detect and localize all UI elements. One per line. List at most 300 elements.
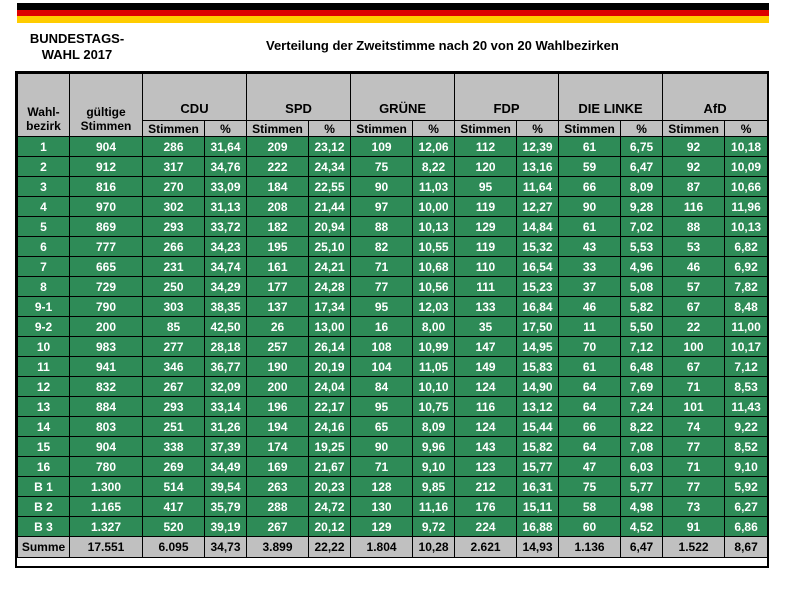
cell-gueltige: 884 <box>70 397 143 417</box>
cell-fdp-stimmen: 129 <box>455 217 517 237</box>
cell-linke-stimmen: 64 <box>559 377 621 397</box>
cell-cdu-stimmen: 317 <box>143 157 205 177</box>
table-row <box>18 217 768 237</box>
cell-gruene-pct: 11,03 <box>413 177 455 197</box>
cell-linke-pct: 5,77 <box>621 477 663 497</box>
cell-fdp-pct: 15,23 <box>517 277 559 297</box>
cell-spd-pct: 20,12 <box>309 517 351 537</box>
cell-afd-pct: 9,10 <box>725 457 768 477</box>
cell-afd-stimmen: 101 <box>663 397 725 417</box>
cell-gueltige: 912 <box>70 157 143 177</box>
cell-fdp-stimmen: 123 <box>455 457 517 477</box>
cell-linke-stimmen: 58 <box>559 497 621 517</box>
flag-stripe-gold <box>17 16 769 23</box>
cell-linke-stimmen: 43 <box>559 237 621 257</box>
cell-gruene-stimmen: 90 <box>351 177 413 197</box>
cell-spd-stimmen: 200 <box>247 377 309 397</box>
cell-gruene-stimmen: 65 <box>351 417 413 437</box>
summe-fdp-pct: 14,93 <box>517 537 559 558</box>
cell-gueltige: 904 <box>70 137 143 157</box>
cell-cdu-stimmen: 266 <box>143 237 205 257</box>
cell-cdu-pct: 31,64 <box>205 137 247 157</box>
cell-spd-stimmen: 288 <box>247 497 309 517</box>
cell-spd-pct: 17,34 <box>309 297 351 317</box>
cell-linke-pct: 8,09 <box>621 177 663 197</box>
header-party-fdp: FDP <box>455 74 559 121</box>
cell-linke-pct: 5,53 <box>621 237 663 257</box>
cell-fdp-pct: 16,54 <box>517 257 559 277</box>
cell-gruene-pct: 8,22 <box>413 157 455 177</box>
cell-bezirk: 7 <box>18 257 70 277</box>
header-bezirk-line-2: bezirk <box>26 119 61 133</box>
cell-afd-pct: 11,96 <box>725 197 768 217</box>
cell-spd-pct: 20,94 <box>309 217 351 237</box>
cell-gruene-stimmen: 71 <box>351 257 413 277</box>
cell-gueltige: 790 <box>70 297 143 317</box>
cell-spd-pct: 24,04 <box>309 377 351 397</box>
cell-afd-pct: 10,17 <box>725 337 768 357</box>
cell-cdu-pct: 39,19 <box>205 517 247 537</box>
table-row <box>18 137 768 157</box>
cell-fdp-stimmen: 212 <box>455 477 517 497</box>
table-row <box>18 477 768 497</box>
cell-cdu-stimmen: 302 <box>143 197 205 217</box>
cell-fdp-pct: 15,32 <box>517 237 559 257</box>
subheader-gruene-pct: % <box>413 121 455 137</box>
cell-bezirk: 14 <box>18 417 70 437</box>
cell-cdu-stimmen: 293 <box>143 217 205 237</box>
cell-cdu-stimmen: 277 <box>143 337 205 357</box>
cell-bezirk: 13 <box>18 397 70 417</box>
subheader-spd-stimmen: Stimmen <box>247 121 309 137</box>
cell-gueltige: 941 <box>70 357 143 377</box>
cell-linke-stimmen: 66 <box>559 177 621 197</box>
cell-gruene-pct: 8,00 <box>413 317 455 337</box>
cell-afd-pct: 11,43 <box>725 397 768 417</box>
cell-gruene-stimmen: 82 <box>351 237 413 257</box>
cell-spd-stimmen: 137 <box>247 297 309 317</box>
summe-afd-pct: 8,67 <box>725 537 768 558</box>
cell-bezirk: 8 <box>18 277 70 297</box>
header-gueltige-line-1: gültige <box>86 105 126 119</box>
cell-cdu-stimmen: 514 <box>143 477 205 497</box>
cell-fdp-stimmen: 143 <box>455 437 517 457</box>
cell-gruene-pct: 9,72 <box>413 517 455 537</box>
election-title-line-2: WAHL 2017 <box>41 47 113 62</box>
cell-gruene-pct: 8,09 <box>413 417 455 437</box>
table-row <box>18 497 768 517</box>
cell-spd-stimmen: 257 <box>247 337 309 357</box>
cell-gruene-pct: 10,55 <box>413 237 455 257</box>
cell-gruene-pct: 10,75 <box>413 397 455 417</box>
cell-fdp-pct: 14,84 <box>517 217 559 237</box>
cell-cdu-stimmen: 417 <box>143 497 205 517</box>
cell-cdu-stimmen: 250 <box>143 277 205 297</box>
header-party-spd: SPD <box>247 74 351 121</box>
cell-linke-pct: 6,75 <box>621 137 663 157</box>
table-row <box>18 457 768 477</box>
cell-gruene-stimmen: 128 <box>351 477 413 497</box>
table-title: Verteilung der Zweitstimme nach 20 von 20 Wahlbezirken <box>266 38 619 53</box>
header-gueltige <box>70 74 143 137</box>
cell-cdu-stimmen: 251 <box>143 417 205 437</box>
cell-spd-pct: 22,55 <box>309 177 351 197</box>
cell-fdp-stimmen: 112 <box>455 137 517 157</box>
table-row <box>18 417 768 437</box>
subheader-cdu-pct: % <box>205 121 247 137</box>
cell-gruene-stimmen: 130 <box>351 497 413 517</box>
cell-afd-stimmen: 73 <box>663 497 725 517</box>
cell-gruene-stimmen: 108 <box>351 337 413 357</box>
summe-afd-stimmen: 1.522 <box>663 537 725 558</box>
cell-cdu-stimmen: 231 <box>143 257 205 277</box>
cell-afd-pct: 7,12 <box>725 357 768 377</box>
cell-gruene-pct: 11,16 <box>413 497 455 517</box>
cell-afd-stimmen: 74 <box>663 417 725 437</box>
cell-gruene-stimmen: 97 <box>351 197 413 217</box>
table-row <box>18 297 768 317</box>
cell-linke-stimmen: 59 <box>559 157 621 177</box>
cell-spd-pct: 24,72 <box>309 497 351 517</box>
subheader-linke-pct: % <box>621 121 663 137</box>
header-party-linke: DIE LINKE <box>559 74 663 121</box>
cell-gruene-pct: 10,00 <box>413 197 455 217</box>
cell-spd-stimmen: 195 <box>247 237 309 257</box>
cell-gueltige: 665 <box>70 257 143 277</box>
summe-bezirk: Summe <box>18 537 70 558</box>
cell-afd-pct: 10,13 <box>725 217 768 237</box>
cell-linke-stimmen: 90 <box>559 197 621 217</box>
results-table <box>17 73 768 558</box>
cell-linke-stimmen: 64 <box>559 437 621 457</box>
cell-gruene-pct: 10,99 <box>413 337 455 357</box>
subheader-afd-stimmen: Stimmen <box>663 121 725 137</box>
summe-spd-stimmen: 3.899 <box>247 537 309 558</box>
cell-afd-pct: 6,82 <box>725 237 768 257</box>
cell-gruene-stimmen: 95 <box>351 397 413 417</box>
cell-gruene-pct: 12,03 <box>413 297 455 317</box>
table-row <box>18 277 768 297</box>
cell-linke-pct: 5,08 <box>621 277 663 297</box>
cell-cdu-pct: 33,09 <box>205 177 247 197</box>
cell-afd-stimmen: 67 <box>663 357 725 377</box>
cell-spd-pct: 26,14 <box>309 337 351 357</box>
cell-fdp-stimmen: 116 <box>455 397 517 417</box>
cell-fdp-pct: 16,31 <box>517 477 559 497</box>
cell-cdu-stimmen: 293 <box>143 397 205 417</box>
cell-bezirk: 10 <box>18 337 70 357</box>
cell-linke-pct: 7,12 <box>621 337 663 357</box>
cell-spd-stimmen: 209 <box>247 137 309 157</box>
cell-cdu-pct: 28,18 <box>205 337 247 357</box>
cell-spd-stimmen: 194 <box>247 417 309 437</box>
cell-cdu-pct: 37,39 <box>205 437 247 457</box>
cell-bezirk: B 1 <box>18 477 70 497</box>
cell-cdu-pct: 31,13 <box>205 197 247 217</box>
cell-afd-stimmen: 92 <box>663 157 725 177</box>
cell-afd-pct: 10,18 <box>725 137 768 157</box>
subheader-fdp-pct: % <box>517 121 559 137</box>
cell-cdu-pct: 31,26 <box>205 417 247 437</box>
cell-gruene-pct: 10,68 <box>413 257 455 277</box>
cell-cdu-pct: 34,29 <box>205 277 247 297</box>
cell-fdp-stimmen: 149 <box>455 357 517 377</box>
cell-cdu-stimmen: 85 <box>143 317 205 337</box>
header-gueltige-line-2: Stimmen <box>80 119 132 133</box>
cell-cdu-pct: 34,76 <box>205 157 247 177</box>
cell-linke-stimmen: 66 <box>559 417 621 437</box>
cell-spd-stimmen: 182 <box>247 217 309 237</box>
cell-fdp-stimmen: 176 <box>455 497 517 517</box>
cell-linke-stimmen: 61 <box>559 137 621 157</box>
table-row <box>18 257 768 277</box>
cell-afd-stimmen: 46 <box>663 257 725 277</box>
cell-linke-pct: 7,02 <box>621 217 663 237</box>
cell-spd-pct: 21,44 <box>309 197 351 217</box>
cell-spd-stimmen: 190 <box>247 357 309 377</box>
flag-stripe-black <box>17 3 769 10</box>
cell-linke-stimmen: 33 <box>559 257 621 277</box>
cell-linke-stimmen: 70 <box>559 337 621 357</box>
subheader-gruene-stimmen: Stimmen <box>351 121 413 137</box>
table-row <box>18 377 768 397</box>
table-row <box>18 237 768 257</box>
cell-linke-stimmen: 46 <box>559 297 621 317</box>
cell-gueltige: 869 <box>70 217 143 237</box>
cell-spd-pct: 24,28 <box>309 277 351 297</box>
cell-cdu-stimmen: 338 <box>143 437 205 457</box>
header-party-gruene: GRÜNE <box>351 74 455 121</box>
table-row <box>18 357 768 377</box>
cell-spd-pct: 13,00 <box>309 317 351 337</box>
summe-linke-pct: 6,47 <box>621 537 663 558</box>
table-row <box>18 157 768 177</box>
cell-afd-pct: 8,52 <box>725 437 768 457</box>
summe-fdp-stimmen: 2.621 <box>455 537 517 558</box>
cell-gueltige: 780 <box>70 457 143 477</box>
table-row <box>18 437 768 457</box>
cell-cdu-stimmen: 286 <box>143 137 205 157</box>
cell-gueltige: 1.300 <box>70 477 143 497</box>
cell-linke-stimmen: 61 <box>559 357 621 377</box>
cell-afd-stimmen: 91 <box>663 517 725 537</box>
cell-cdu-pct: 33,72 <box>205 217 247 237</box>
cell-cdu-stimmen: 269 <box>143 457 205 477</box>
cell-spd-stimmen: 177 <box>247 277 309 297</box>
table-row <box>18 517 768 537</box>
cell-linke-stimmen: 11 <box>559 317 621 337</box>
cell-fdp-pct: 15,77 <box>517 457 559 477</box>
cell-cdu-pct: 39,54 <box>205 477 247 497</box>
cell-spd-pct: 25,10 <box>309 237 351 257</box>
cell-linke-stimmen: 47 <box>559 457 621 477</box>
cell-bezirk: 2 <box>18 157 70 177</box>
header-party-cdu: CDU <box>143 74 247 121</box>
cell-spd-stimmen: 174 <box>247 437 309 457</box>
cell-afd-stimmen: 88 <box>663 217 725 237</box>
table-row <box>18 197 768 217</box>
cell-gruene-pct: 12,06 <box>413 137 455 157</box>
cell-fdp-stimmen: 124 <box>455 377 517 397</box>
cell-fdp-stimmen: 133 <box>455 297 517 317</box>
header-bezirk <box>18 74 70 137</box>
cell-gueltige: 1.165 <box>70 497 143 517</box>
cell-linke-pct: 5,82 <box>621 297 663 317</box>
cell-cdu-pct: 33,14 <box>205 397 247 417</box>
cell-bezirk: 4 <box>18 197 70 217</box>
cell-bezirk: 12 <box>18 377 70 397</box>
cell-afd-pct: 7,82 <box>725 277 768 297</box>
cell-fdp-pct: 12,39 <box>517 137 559 157</box>
cell-fdp-stimmen: 224 <box>455 517 517 537</box>
cell-fdp-stimmen: 35 <box>455 317 517 337</box>
cell-gruene-stimmen: 71 <box>351 457 413 477</box>
cell-cdu-pct: 36,77 <box>205 357 247 377</box>
cell-bezirk: 5 <box>18 217 70 237</box>
cell-gruene-stimmen: 75 <box>351 157 413 177</box>
cell-linke-stimmen: 75 <box>559 477 621 497</box>
cell-cdu-pct: 34,23 <box>205 237 247 257</box>
cell-afd-stimmen: 22 <box>663 317 725 337</box>
cell-linke-pct: 8,22 <box>621 417 663 437</box>
cell-spd-pct: 24,21 <box>309 257 351 277</box>
cell-gruene-stimmen: 84 <box>351 377 413 397</box>
header-bezirk-line-1: Wahl- <box>27 105 60 119</box>
cell-fdp-pct: 15,83 <box>517 357 559 377</box>
summe-gueltige: 17.551 <box>70 537 143 558</box>
cell-linke-pct: 7,08 <box>621 437 663 457</box>
cell-fdp-stimmen: 119 <box>455 197 517 217</box>
cell-linke-pct: 6,03 <box>621 457 663 477</box>
cell-gruene-stimmen: 16 <box>351 317 413 337</box>
subheader-fdp-stimmen: Stimmen <box>455 121 517 137</box>
cell-gueltige: 904 <box>70 437 143 457</box>
cell-gueltige: 816 <box>70 177 143 197</box>
cell-fdp-stimmen: 147 <box>455 337 517 357</box>
cell-fdp-pct: 16,88 <box>517 517 559 537</box>
cell-afd-pct: 9,22 <box>725 417 768 437</box>
cell-spd-pct: 22,17 <box>309 397 351 417</box>
cell-afd-stimmen: 71 <box>663 377 725 397</box>
cell-afd-pct: 6,92 <box>725 257 768 277</box>
cell-fdp-pct: 13,12 <box>517 397 559 417</box>
table-row <box>18 397 768 417</box>
subheader-linke-stimmen: Stimmen <box>559 121 621 137</box>
cell-cdu-stimmen: 270 <box>143 177 205 197</box>
cell-fdp-pct: 16,84 <box>517 297 559 317</box>
cell-afd-pct: 10,66 <box>725 177 768 197</box>
cell-linke-pct: 4,96 <box>621 257 663 277</box>
cell-cdu-stimmen: 267 <box>143 377 205 397</box>
cell-afd-stimmen: 100 <box>663 337 725 357</box>
cell-fdp-pct: 14,90 <box>517 377 559 397</box>
cell-spd-pct: 24,34 <box>309 157 351 177</box>
cell-gruene-stimmen: 109 <box>351 137 413 157</box>
cell-gruene-stimmen: 88 <box>351 217 413 237</box>
cell-cdu-pct: 42,50 <box>205 317 247 337</box>
cell-bezirk: B 2 <box>18 497 70 517</box>
cell-spd-stimmen: 169 <box>247 457 309 477</box>
cell-fdp-pct: 14,95 <box>517 337 559 357</box>
cell-bezirk: 3 <box>18 177 70 197</box>
cell-gueltige: 200 <box>70 317 143 337</box>
summe-gruene-pct: 10,28 <box>413 537 455 558</box>
cell-gruene-stimmen: 90 <box>351 437 413 457</box>
cell-gruene-pct: 9,96 <box>413 437 455 457</box>
cell-afd-stimmen: 53 <box>663 237 725 257</box>
table-row <box>18 337 768 357</box>
cell-bezirk: 9-1 <box>18 297 70 317</box>
cell-fdp-pct: 15,82 <box>517 437 559 457</box>
cell-afd-pct: 6,27 <box>725 497 768 517</box>
cell-fdp-pct: 12,27 <box>517 197 559 217</box>
cell-afd-stimmen: 87 <box>663 177 725 197</box>
cell-linke-pct: 9,28 <box>621 197 663 217</box>
cell-spd-stimmen: 208 <box>247 197 309 217</box>
cell-bezirk: 6 <box>18 237 70 257</box>
cell-afd-pct: 8,53 <box>725 377 768 397</box>
cell-fdp-stimmen: 124 <box>455 417 517 437</box>
cell-gruene-pct: 10,56 <box>413 277 455 297</box>
cell-cdu-stimmen: 520 <box>143 517 205 537</box>
cell-linke-stimmen: 37 <box>559 277 621 297</box>
cell-gueltige: 832 <box>70 377 143 397</box>
cell-bezirk: 1 <box>18 137 70 157</box>
cell-afd-pct: 10,09 <box>725 157 768 177</box>
cell-cdu-pct: 34,49 <box>205 457 247 477</box>
cell-afd-stimmen: 77 <box>663 477 725 497</box>
cell-afd-pct: 8,48 <box>725 297 768 317</box>
cell-cdu-pct: 35,79 <box>205 497 247 517</box>
cell-bezirk: 11 <box>18 357 70 377</box>
cell-spd-pct: 21,67 <box>309 457 351 477</box>
cell-gueltige: 1.327 <box>70 517 143 537</box>
cell-cdu-pct: 34,74 <box>205 257 247 277</box>
cell-gruene-stimmen: 95 <box>351 297 413 317</box>
cell-cdu-stimmen: 346 <box>143 357 205 377</box>
cell-spd-pct: 20,23 <box>309 477 351 497</box>
cell-fdp-pct: 13,16 <box>517 157 559 177</box>
cell-gueltige: 777 <box>70 237 143 257</box>
cell-afd-pct: 6,86 <box>725 517 768 537</box>
table-row <box>18 317 768 337</box>
cell-afd-pct: 11,00 <box>725 317 768 337</box>
cell-linke-pct: 5,50 <box>621 317 663 337</box>
cell-linke-pct: 4,98 <box>621 497 663 517</box>
election-title <box>22 31 132 63</box>
summe-cdu-stimmen: 6.095 <box>143 537 205 558</box>
cell-spd-pct: 19,25 <box>309 437 351 457</box>
cell-afd-stimmen: 92 <box>663 137 725 157</box>
cell-afd-stimmen: 116 <box>663 197 725 217</box>
cell-spd-stimmen: 263 <box>247 477 309 497</box>
cell-afd-stimmen: 71 <box>663 457 725 477</box>
cell-spd-stimmen: 222 <box>247 157 309 177</box>
cell-cdu-stimmen: 303 <box>143 297 205 317</box>
cell-fdp-stimmen: 111 <box>455 277 517 297</box>
summe-spd-pct: 22,22 <box>309 537 351 558</box>
results-body <box>18 137 768 558</box>
summe-linke-stimmen: 1.136 <box>559 537 621 558</box>
table-row <box>18 177 768 197</box>
election-title-line-1: BUNDESTAGS- <box>29 31 125 46</box>
cell-linke-pct: 7,24 <box>621 397 663 417</box>
cell-fdp-pct: 15,44 <box>517 417 559 437</box>
cell-bezirk: 15 <box>18 437 70 457</box>
cell-spd-stimmen: 161 <box>247 257 309 277</box>
cell-linke-pct: 6,48 <box>621 357 663 377</box>
cell-fdp-stimmen: 110 <box>455 257 517 277</box>
